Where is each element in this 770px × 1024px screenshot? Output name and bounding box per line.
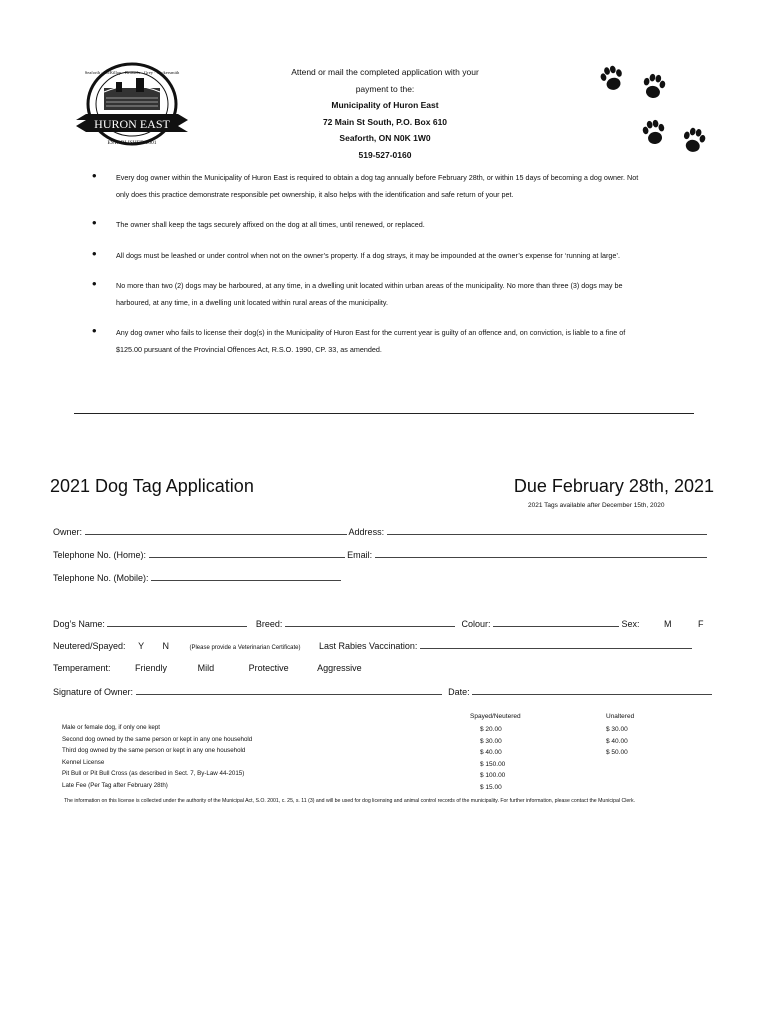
regulations-list xyxy=(90,170,650,372)
signature-row xyxy=(53,686,712,697)
sex-male-option[interactable]: M xyxy=(664,619,672,629)
temperament-aggressive-option[interactable]: Aggressive xyxy=(317,663,362,673)
email-field[interactable] xyxy=(375,549,707,558)
phone-number: 519-527-0160 xyxy=(358,149,412,160)
fee-row-label: Third dog owned by the same person or kept in any one household xyxy=(62,747,246,754)
owner-label: Owner: xyxy=(53,527,83,537)
municipality-name: Municipality of Huron East xyxy=(331,100,439,110)
mobile-phone-field[interactable] xyxy=(151,572,341,581)
mobile-phone-label: Telephone No. (Mobile): xyxy=(53,573,149,583)
temperament-mild-option[interactable]: Mild xyxy=(197,663,215,673)
signature-field[interactable] xyxy=(136,686,442,695)
header-line: payment to the: xyxy=(355,83,415,94)
breed-field[interactable] xyxy=(285,618,455,627)
unaltered-fees xyxy=(606,724,628,759)
email-label: Email: xyxy=(347,550,373,560)
list-item: • Every dog owner within the Municipality of Huron East is required to obtain a dog tag annually before February 28th, or within 15 days of becoming a dog owner. Not only does this practice demonstrate responsible pet ownership, it also helps with the identification and safe return of your pet. xyxy=(92,168,639,199)
neutered-label: Neutered/Spayed: xyxy=(53,641,126,651)
temperament-protective-option[interactable]: Protective xyxy=(248,663,289,673)
fee-row-label: Second dog owned by the same person or kept in any one household xyxy=(62,735,253,743)
vet-certificate-note: (Please provide a Veterinarian Certificate) xyxy=(189,645,301,651)
breed-label: Breed: xyxy=(255,619,283,629)
home-phone-label: Telephone No. (Home): xyxy=(53,550,147,560)
form-title: 2021 Dog Tag Application xyxy=(50,476,254,496)
neutered-yes-option[interactable]: Y xyxy=(138,641,144,651)
fee-row-label: Late Fee (Per Tag after February 28th) xyxy=(62,781,168,789)
list-item: • No more than two (2) dogs may be harboured, at any time, in a dwelling unit located within urban areas of the municipality. No more than three (3) dogs may be harboured, at any time, in a dwelling unit located within rural areas of the municipality. xyxy=(92,276,623,307)
due-date: Due February 28th, 2021 xyxy=(513,476,714,496)
privacy-notice: The information on this license is collected under the authority of the Municipal Act, S.O. 2001, c. 25, s. 11 (3) and will be used for dog licensing and animal control records of the municipality. For further information, please contact the Municipal Clerk. xyxy=(64,798,636,804)
spayed-fee: $ 20.00 xyxy=(480,726,502,733)
street-address: 72 Main St South, P.O. Box 610 xyxy=(322,116,448,127)
owner-row xyxy=(53,526,707,537)
spayed-fee: $ 40.00 xyxy=(480,749,502,756)
address-field[interactable] xyxy=(387,526,707,535)
temperament-row xyxy=(53,663,362,673)
spayed-fee: $ 30.00 xyxy=(480,737,502,745)
list-item: • All dogs must be leashed or under control when not on the owner’s property. If a dog strays, it may be impounded at the owner’s expense for ‘running at large’. xyxy=(92,245,620,261)
mobile-row xyxy=(53,572,341,583)
neutered-no-option[interactable]: N xyxy=(162,641,169,651)
address-label: Address: xyxy=(348,527,385,537)
city-postal: Seaforth, ON N0K 1W0 xyxy=(339,133,431,143)
unaltered-column-header: Unaltered xyxy=(606,713,635,720)
svg-text:HURON EAST: HURON EAST xyxy=(94,117,170,131)
date-field[interactable] xyxy=(472,686,712,695)
neutered-row xyxy=(53,640,692,651)
colour-field[interactable] xyxy=(493,618,619,627)
paw-print-icon xyxy=(641,73,666,100)
phone-row xyxy=(53,549,707,560)
unaltered-fee: $ 30.00 xyxy=(606,726,628,733)
signature-label: Signature of Owner: xyxy=(53,687,134,697)
fee-row-label: Kennel License xyxy=(62,758,105,766)
paw-prints xyxy=(592,60,722,160)
list-item: • The owner shall keep the tags securely affixed on the dog at all times, until renewed, or replaced. xyxy=(92,215,425,230)
spayed-fee: $ 15.00 xyxy=(480,783,502,791)
owner-field[interactable] xyxy=(85,526,347,535)
spayed-fees xyxy=(480,724,505,793)
unaltered-fee: $ 50.00 xyxy=(606,749,628,756)
fee-row-label: Male or female dog, if only one kept xyxy=(62,724,161,731)
colour-label: Colour: xyxy=(461,619,491,629)
list-item: • Any dog owner who fails to license their dog(s) in the Municipality of Huron East for the current year is guilty of an offence and, on conviction, is liable to a fine of $125.00 pursuant of the Provincial Offences Act, R.S.O. 1990, CP. 33, as amended. xyxy=(92,323,626,354)
sex-female-option[interactable]: F xyxy=(698,619,704,629)
sex-label: Sex: xyxy=(621,619,640,629)
rabies-label: Last Rabies Vaccination: xyxy=(319,641,418,651)
home-phone-field[interactable] xyxy=(149,549,345,558)
fee-row-label: Pit Bull or Pit Bull Cross (as described in Sect. 7, By-Law 44-2015) xyxy=(62,770,245,777)
unaltered-fee: $ 40.00 xyxy=(606,737,628,745)
paw-print-icon xyxy=(599,64,626,93)
spayed-fee: $ 100.00 xyxy=(480,772,506,779)
fee-labels xyxy=(62,722,252,791)
dog-info-row xyxy=(53,618,704,629)
paw-print-icon xyxy=(641,119,666,146)
spayed-fee: $ 150.00 xyxy=(480,760,506,768)
dog-name-label: Dog’s Name: xyxy=(53,619,105,629)
dog-name-field[interactable] xyxy=(107,618,247,627)
svg-text:ESTABLISHED 2001: ESTABLISHED 2001 xyxy=(107,140,157,146)
rabies-field[interactable] xyxy=(420,640,692,649)
paw-print-icon xyxy=(681,126,707,154)
svg-text:Seaforth · McKillop · Brussels: Seaforth · McKillop · Brussels · Grey · Tuckersmith xyxy=(84,70,180,75)
temperament-label: Temperament: xyxy=(53,663,111,673)
header-line: Attend or mail the completed application with your xyxy=(291,67,479,77)
spayed-column-header: Spayed/Neutered xyxy=(470,713,521,720)
availability-note: 2021 Tags available after December 15th, 2020 xyxy=(528,502,665,509)
date-label: Date: xyxy=(448,687,470,697)
temperament-friendly-option[interactable]: Friendly xyxy=(135,663,168,673)
section-divider xyxy=(74,413,694,414)
